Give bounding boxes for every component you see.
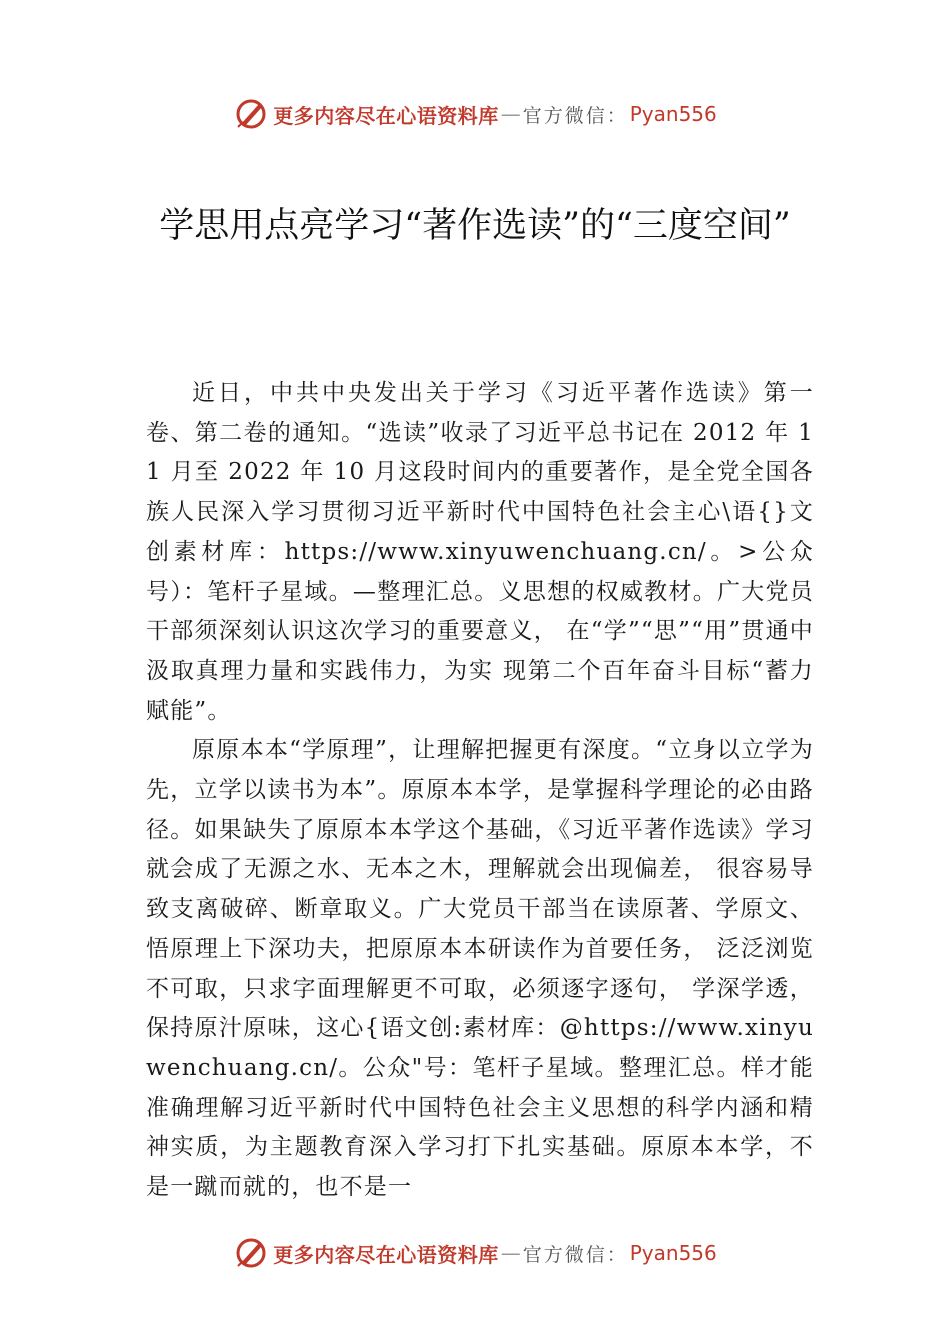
banner-dash: —: [500, 102, 521, 126]
banner-label: 官方微信：: [522, 104, 628, 127]
banner-brand-text: 更多内容尽在心语资料库: [273, 103, 499, 128]
footer-watermark-banner: [0, 1233, 950, 1273]
header-watermark-banner: [0, 94, 950, 134]
document-body: [146, 374, 814, 1208]
banner-brand-text: 更多内容尽在心语资料库: [273, 1242, 499, 1267]
document-title: 学思用点亮学习“著作选读”的“三度空间”: [159, 206, 791, 246]
quill-logo-icon: [233, 96, 269, 132]
quill-logo-icon: [233, 1235, 269, 1271]
banner-account-id: Pyan556: [629, 1241, 717, 1265]
body-paragraph-2: 原原本本“学原理”，让理解把握更有深度。“立身以立学为先，立学以读书为本”。原原本本学，是掌握科学理论的必由路径。如果缺失了原原本本学这个基础，《习近平著作选读》学习就会成了无源之水、无本之木，理解就会出现偏差， 很容易导致支离破碎、断章取义。广大党员干部当在读原著、学原文、悟原理上下深功夫，把原原本本研读作为首要任务， 泛泛浏览不可取，只求字面理解更不可取，必须逐字逐句， 学深学透，保持原汁原味，这心{语文创:素材库：@https://www.xinyuwenchuang.cn/。公众"号：笔杆子星域。整理汇总。样才能准确理解习近平新时代中国特色社会主义思想的科学内涵和精神实质，为主题教育深入学习打下扎实基础。原原本本学，不是一蹴而就的，也不是一: [146, 737, 814, 1201]
body-paragraph-1: 近日，中共中央发出关于学习《习近平著作选读》第一卷、第二卷的通知。“选读”收录了习近平总书记在 2012 年 11 月至 2022 年 10 月这段时间内的重要著作，是全党全国各族人民深入学习贯彻习近平新时代中国特色社会主心\语{}文创素材库：https://www.xinyuwenchuang.cn/。>公众号）：笔杆子星域。—整理汇总。义思想的权威教材。广大党员干部须深刻认识这次学习的重要意义， 在“学”“思”“用”贯通中汲取真理力量和实践伟力，为实 现第二个百年奋斗目标“蓄力赋能”。: [146, 380, 814, 724]
banner-label: 官方微信：: [522, 1243, 628, 1266]
banner-account-id: Pyan556: [629, 102, 717, 126]
banner-dash: —: [500, 1241, 521, 1265]
